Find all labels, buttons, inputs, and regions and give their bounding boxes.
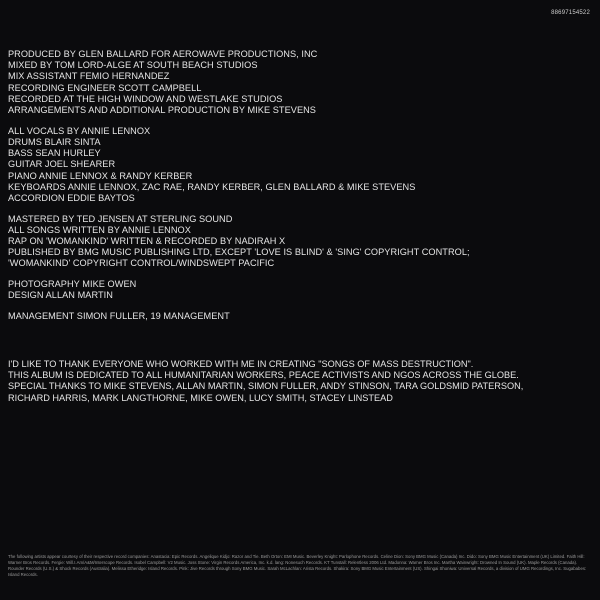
thanks-line: RICHARD HARRIS, MARK LANGTHORNE, MIKE OWEN, LUCY SMITH, STACEY LINSTEAD <box>8 392 393 403</box>
credit-line: GUITAR JOEL SHEARER <box>8 159 116 170</box>
art-credits <box>8 279 593 301</box>
credit-line: ACCORDION EDDIE BAYTOS <box>8 192 135 203</box>
credit-line: RECORDED AT THE HIGH WINDOW AND WESTLAKE STUDIOS <box>8 93 283 104</box>
credit-line: MASTERED BY TED JENSEN AT STERLING SOUND <box>8 213 233 224</box>
thanks-section <box>8 359 593 404</box>
credit-line: KEYBOARDS ANNIE LENNOX, ZAC RAE, RANDY KERBER, GLEN BALLARD & MIKE STEVENS <box>8 181 416 192</box>
credit-line: PRODUCED BY GLEN BALLARD FOR AEROWAVE PRODUCTIONS, INC <box>8 49 318 59</box>
credit-line: RAP ON 'WOMANKIND' WRITTEN & RECORDED BY NADIRAH X <box>8 236 286 247</box>
thanks-line: SPECIAL THANKS TO MIKE STEVENS, ALLAN MARTIN, SIMON FULLER, ANDY STINSON, TARA GOLDSMID PATERSON, <box>8 381 524 392</box>
credit-line: ALL SONGS WRITTEN BY ANNIE LENNOX <box>8 224 191 235</box>
management-credits <box>8 311 593 322</box>
production-credits <box>8 49 593 116</box>
artist-courtesy-footnote: The following artists appear courtesy of their respective record companies: Anastacia: Epic Records. Angelique Kidjo: Razor and Tie. Beth Orton: EMI Music. Beverley Knight: Parlophone Records. Celine Dion: Sony BMG Music (Canada) Inc. Dido: Sony BMG Music Entertainment (UK) Limited. Faith Hill: Warner Bros Records. Fergie: Will.I.Am/A&M/Interscope Records. Isobel Campbell: V2 Music. Joss Stone: Virgin Records America, Inc. k.d. lang: Nonesuch Records. KT Tunstall: Relentless 2006 Ltd. Madonna: Warner Bros Inc. Martha Wainwright: Drowned In Sound (UK). Maple Records (Canada). Rounder Records (U.S.) & Shock Records (Australia). Melissa Etheridge: Island Records. Pink: Jive Records through Sony BMG Music. Sarah McLachlan: Arista Records. Shakira: Sony BMG Music Entertainment (US). Shingai Shoniwa: Universal Records, a division of UMG Recordings, Inc. Sugababes: Island Records. <box>8 554 587 577</box>
credit-line: DRUMS BLAIR SINTA <box>8 136 101 147</box>
publishing-credits <box>8 214 593 270</box>
credits-section <box>8 49 593 332</box>
credit-line: PIANO ANNIE LENNOX & RANDY KERBER <box>8 170 193 181</box>
credit-line: DESIGN ALLAN MARTIN <box>8 290 113 301</box>
credit-line: ARRANGEMENTS AND ADDITIONAL PRODUCTION BY MIKE STEVENS <box>8 105 316 116</box>
credit-line: ALL VOCALS BY ANNIE LENNOX <box>8 125 151 136</box>
thanks-line: THIS ALBUM IS DEDICATED TO ALL HUMANITARIAN WORKERS, PEACE ACTIVISTS AND NGOS ACROSS THE GLOBE. <box>8 370 519 381</box>
credit-line: MANAGEMENT SIMON FULLER, 19 MANAGEMENT <box>8 311 230 322</box>
credit-line: MIXED BY TOM LORD-ALGE AT SOUTH BEACH STUDIOS <box>8 60 258 71</box>
credit-line: 'WOMANKIND' COPYRIGHT CONTROL/WINDSWEPT PACIFIC <box>8 258 275 269</box>
credit-line: RECORDING ENGINEER SCOTT CAMPBELL <box>8 82 202 93</box>
catalog-number: 88697154522 <box>551 10 590 16</box>
credit-line: PUBLISHED BY BMG MUSIC PUBLISHING LTD, EXCEPT 'LOVE IS BLIND' & 'SING' COPYRIGHT CONTROL; <box>8 247 470 258</box>
musician-credits <box>8 126 593 204</box>
credit-line: MIX ASSISTANT FEMIO HERNANDEZ <box>8 71 170 82</box>
credit-line: BASS SEAN HURLEY <box>8 148 101 159</box>
thanks-line: I'D LIKE TO THANK EVERYONE WHO WORKED WITH ME IN CREATING "SONGS OF MASS DESTRUCTION". <box>8 359 474 369</box>
credit-line: PHOTOGRAPHY MIKE OWEN <box>8 279 137 290</box>
